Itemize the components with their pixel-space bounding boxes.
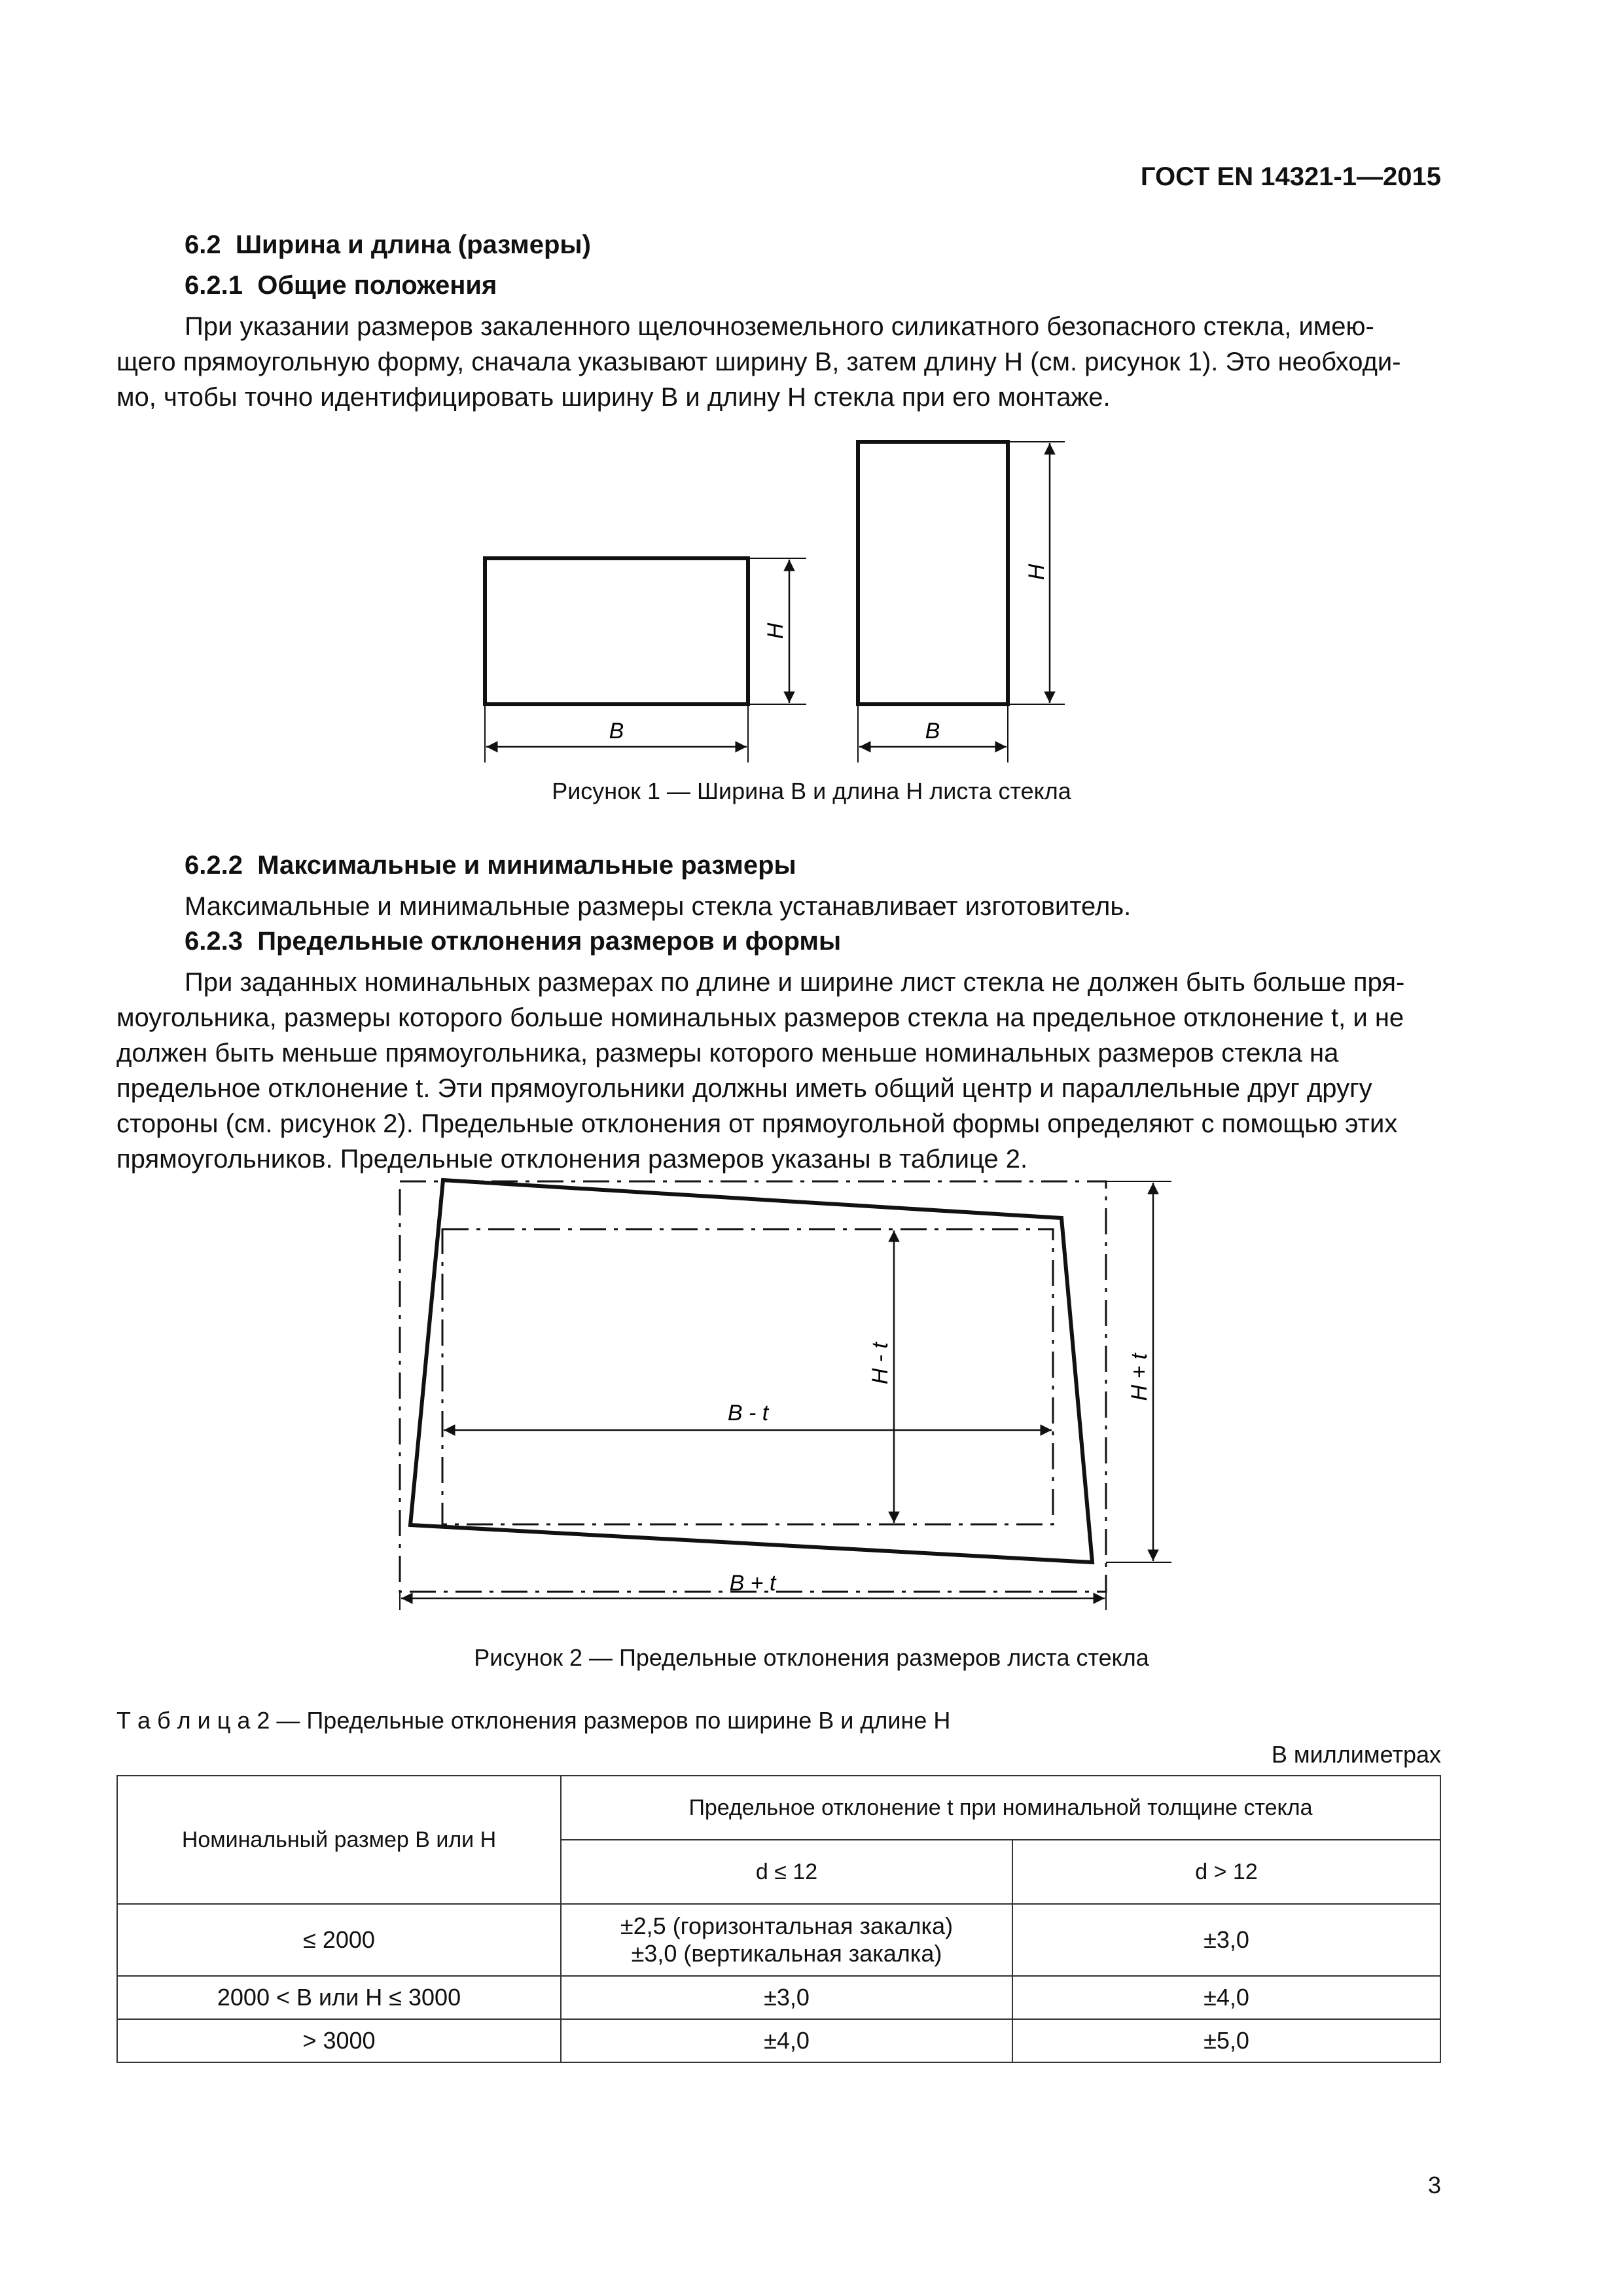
label-b: B <box>609 719 624 744</box>
paragraph-line: При заданных номинальных размерах по длине и ширине лист стекла не должен быть больше пря- <box>185 968 1405 997</box>
section-6-2-1-paragraph <box>116 309 1441 415</box>
figure-1-caption: Рисунок 1 — Ширина B и длина H листа стекла <box>552 778 1071 804</box>
header-nominal-size: Номинальный размер B или H <box>117 1776 561 1904</box>
min-limit-rectangle <box>442 1229 1053 1524</box>
table-units: В миллиметрах <box>1271 1741 1441 1768</box>
tolerance-table <box>116 1775 1441 2063</box>
header-deviation: Предельное отклонение t при номинальной толщине стекла <box>561 1776 1440 1840</box>
table-row <box>117 1976 1440 2019</box>
paragraph-line: моугольника, размеры которого больше номинальных размеров стекла на предельное отклонение t, и не <box>116 1003 1404 1032</box>
sheet-landscape <box>485 558 748 704</box>
cell-d-gt-12: ±5,0 <box>1012 2019 1440 2062</box>
label-b-plus-t: B + t <box>729 1571 776 1596</box>
paragraph-line: мо, чтобы точно идентифицировать ширину B и длину H стекла при его монтаже. <box>116 383 1111 412</box>
table-title-prefix: Т а б л и ц а 2 <box>116 1707 270 1734</box>
cell-d-le-12: ±3,0 <box>561 1976 1012 2019</box>
cell-size: ≤ 2000 <box>117 1904 561 1976</box>
label-h: H <box>1024 564 1049 581</box>
label-b: B <box>925 719 940 744</box>
section-title: Максимальные и минимальные размеры <box>257 851 796 880</box>
section-number: 6.2 <box>185 230 221 259</box>
section-title: Ширина и длина (размеры) <box>235 230 591 259</box>
cell-d-le-12: ±4,0 <box>561 2019 1012 2062</box>
page-number: 3 <box>1427 2172 1441 2198</box>
label-b-minus-t: B - t <box>727 1401 769 1426</box>
section-6-2-2-heading <box>185 851 796 880</box>
section-6-2-3-heading <box>185 927 841 956</box>
section-6-2-3-paragraph <box>116 965 1441 1177</box>
section-number: 6.2.3 <box>185 927 243 956</box>
section-number: 6.2.1 <box>185 271 243 300</box>
cell-d-le-12 <box>561 1904 1012 1976</box>
paragraph-line: щего прямоугольную форму, сначала указывают ширину B, затем длину H (см. рисунок 1). Это необходи- <box>116 348 1401 376</box>
cell-size: 2000 < B или H ≤ 3000 <box>117 1976 561 2019</box>
label-h-plus-t: H + t <box>1127 1353 1152 1401</box>
table-row <box>117 2019 1440 2062</box>
cell-d-gt-12: ±4,0 <box>1012 1976 1440 2019</box>
cell-size: > 3000 <box>117 2019 561 2062</box>
document-header: ГОСТ EN 14321-1—2015 <box>1140 162 1441 191</box>
figure-1-diagram <box>0 425 1623 818</box>
section-title: Предельные отклонения размеров и формы <box>257 927 842 956</box>
paragraph-line: прямоугольников. Предельные отклонения размеров указаны в таблице 2. <box>116 1145 1028 1174</box>
table-2-title <box>116 1707 950 1734</box>
glass-sheet-outline <box>410 1180 1092 1562</box>
cell-line: ±2,5 (горизонтальная закалка) <box>620 1912 954 1939</box>
cell-d-gt-12: ±3,0 <box>1012 1904 1440 1976</box>
section-6-2-1-heading <box>185 271 497 300</box>
paragraph-line: должен быть меньше прямоугольника, размеры которого меньше номинальных размеров стекла на <box>116 1039 1339 1067</box>
table-row <box>117 1904 1440 1976</box>
header-d-gt-12: d > 12 <box>1012 1840 1440 1904</box>
sheet-portrait <box>858 442 1008 704</box>
paragraph-line: При указании размеров закаленного щелочноземельного силикатного безопасного стекла, имею- <box>185 312 1374 341</box>
cell-line: ±3,0 (вертикальная закалка) <box>631 1940 942 1967</box>
table-title-text: — Предельные отклонения размеров по ширине B и длине H <box>270 1707 951 1734</box>
section-number: 6.2.2 <box>185 851 243 880</box>
label-h: H <box>763 622 788 639</box>
figure-2-diagram <box>0 1152 1623 1610</box>
section-6-2-heading <box>185 230 591 260</box>
paragraph-line: предельное отклонение t. Эти прямоугольники должны иметь общий центр и параллельные друг другу <box>116 1074 1372 1103</box>
header-d-le-12: d ≤ 12 <box>561 1840 1012 1904</box>
figure-2-caption: Рисунок 2 — Предельные отклонения размеров листа стекла <box>474 1644 1149 1671</box>
paragraph-line: стороны (см. рисунок 2). Предельные отклонения от прямоугольной формы определяют с помощью этих <box>116 1109 1398 1138</box>
section-title: Общие положения <box>257 271 497 300</box>
label-h-minus-t: H - t <box>868 1342 893 1385</box>
section-6-2-2-paragraph: Максимальные и минимальные размеры стекла устанавливает изготовитель. <box>185 892 1132 921</box>
